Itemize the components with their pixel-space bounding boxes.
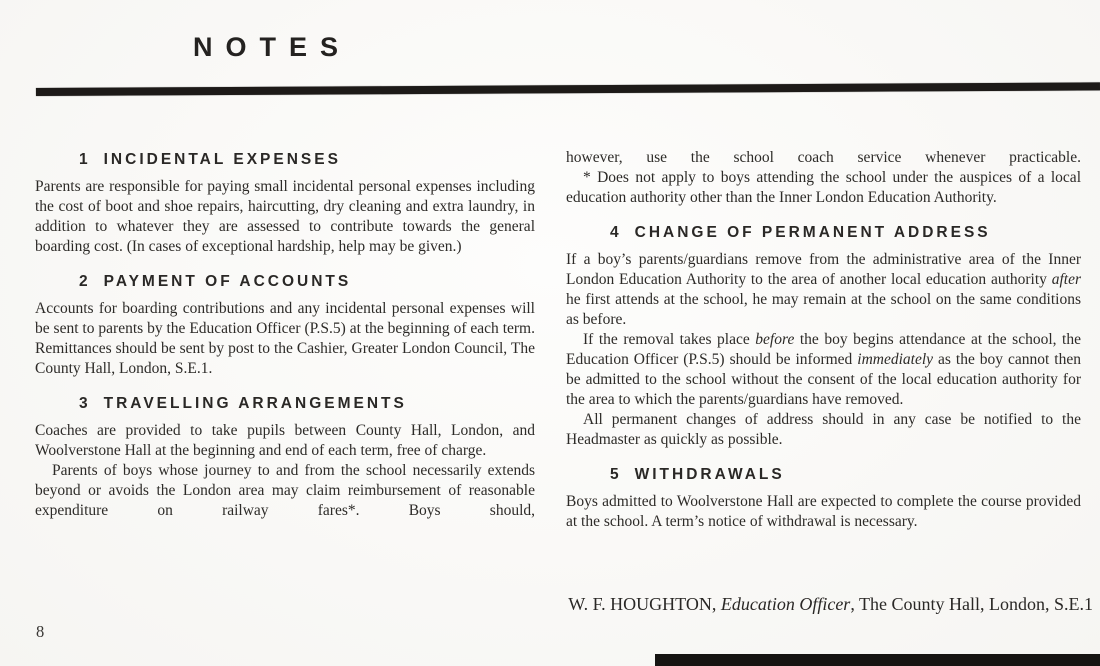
section-title: INCIDENTAL EXPENSES — [103, 151, 341, 168]
text-run: , The County Hall, London, S.E.1 — [850, 594, 1093, 614]
section-heading-3 — [35, 395, 535, 413]
section-heading-2 — [35, 273, 535, 291]
paragraph — [566, 330, 1081, 410]
italic-text-run: after — [1051, 271, 1081, 288]
paragraph — [35, 177, 535, 257]
section-title: WITHDRAWALS — [634, 466, 785, 483]
section-heading-4 — [566, 224, 1081, 242]
text-columns — [35, 148, 1081, 532]
text-run: W. F. HOUGHTON, — [568, 594, 721, 614]
italic-text-run: immediately — [857, 351, 934, 368]
paragraph — [566, 148, 1081, 168]
italic-text-run: Education Officer — [720, 594, 851, 614]
paragraph — [35, 421, 535, 461]
paragraph — [566, 410, 1081, 450]
text-run: All permanent changes of address should in any case be notified to the Headmaster as quickly as possible. — [566, 411, 1081, 448]
paragraph — [566, 492, 1081, 532]
section-number: 2 — [79, 273, 88, 290]
page-title: NOTES — [193, 32, 352, 62]
column-left — [35, 148, 535, 532]
text-run: If the removal takes place — [583, 331, 756, 348]
section-heading-1 — [35, 151, 535, 169]
italic-text-run: before — [755, 331, 795, 348]
section-number: 5 — [610, 466, 619, 483]
section-title: PAYMENT OF ACCOUNTS — [103, 273, 352, 290]
text-run: as the boy cannot then be admitted to the school without the consent of the local education authority for the area to which the parents/guardians have removed. — [566, 351, 1081, 408]
horizontal-rule — [36, 82, 1100, 96]
text-run: Parents of boys whose journey to and from the school necessarily extends beyond or avoids the London area may claim reimbursement of reasonable expenditure on railway fares*. Boys should, — [35, 462, 535, 519]
text-run: Accounts for boarding contributions and any incidental personal expenses will be sent to parents by the Education Officer (P.S.5) at the beginning of each term. Remittances should be sent by post to the Cashier, Greater London Council, The County Hall, London, S.E.1. — [35, 300, 535, 377]
section-number: 4 — [610, 224, 619, 241]
section-title: CHANGE OF PERMANENT ADDRESS — [634, 224, 991, 241]
text-run: If a boy’s parents/guardians remove from the administrative area of the Inner London Education Authority to the area of another local education authority — [566, 251, 1081, 288]
page-number: 8 — [36, 622, 45, 641]
text-run: he first attends at the school, he may remain at the school on the same conditions as before. — [566, 291, 1081, 328]
text-run: Boys admitted to Woolverstone Hall are expected to complete the course provided at the school. A term’s notice of withdrawal is necessary. — [566, 493, 1081, 530]
text-run: however, use the school coach service whenever practicable. — [566, 149, 1081, 166]
section-title: TRAVELLING ARRANGEMENTS — [103, 395, 407, 412]
column-right — [566, 148, 1081, 532]
text-run: Coaches are provided to take pupils between County Hall, London, and Woolverstone Hall at the beginning and end of each term, free of charge. — [35, 422, 535, 459]
paragraph — [35, 461, 535, 521]
text-run: * Does not apply to boys attending the school under the auspices of a local education authority other than the Inner London Education Authority. — [566, 169, 1081, 206]
paragraph — [566, 250, 1081, 330]
page-edge-bar — [655, 654, 1100, 666]
paragraph — [566, 168, 1081, 208]
section-number: 1 — [79, 151, 88, 168]
section-heading-5 — [566, 466, 1081, 484]
paragraph — [35, 299, 535, 379]
section-number: 3 — [79, 395, 88, 412]
text-run: the boy begins attendance at the school, the Education Officer (P.S.5) should be informed — [566, 331, 1081, 368]
text-run: Parents are responsible for paying small incidental personal expenses including the cost of boot and shoe repairs, haircutting, dry cleaning and extra laundry, in addition to whatever they are assessed to contribute towards the general boarding cost. (In cases of exceptional hardship, help may be given.) — [35, 178, 535, 255]
signature-line — [568, 594, 1093, 615]
